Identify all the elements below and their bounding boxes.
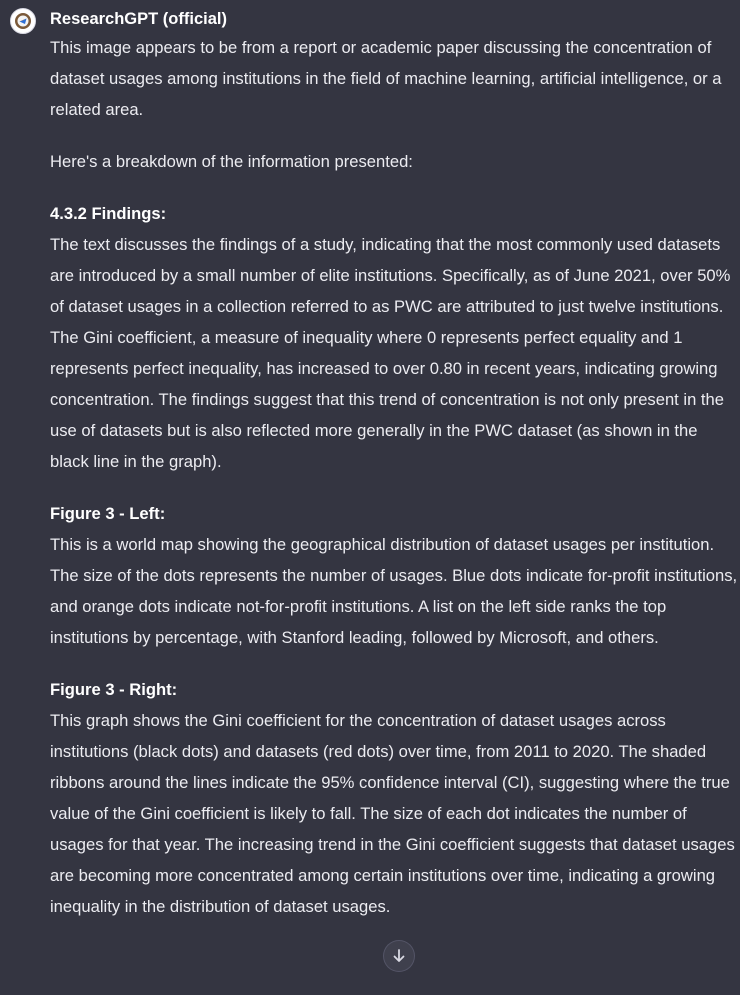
message-author: ResearchGPT (official) bbox=[50, 10, 227, 28]
section-heading-findings: 4.3.2 Findings: bbox=[50, 204, 167, 223]
section-heading-figure-right: Figure 3 - Right: bbox=[50, 680, 178, 699]
message-content bbox=[50, 32, 738, 943]
section-body-findings: The text discusses the findings of a study, indicating that the most commonly used datasets are introduced by a small number of elite institutions. Specifically, as of June 2021, over 50% of dataset usages in a collection referred to as PWC are attributed to just twelve institutions. The Gini coefficient, a measure of inequality where 0 represents perfect equality and 1 represents perfect inequality, has increased to over 0.80 in recent years, indicating growing concentration. The findings suggest that this trend of concentration is not only present in the use of datasets but is also reflected more generally in the PWC dataset (as shown in the black line in the graph). bbox=[50, 235, 731, 471]
arrow-down-icon bbox=[391, 948, 407, 964]
scroll-to-bottom-button[interactable] bbox=[383, 940, 415, 972]
section-heading-figure-left: Figure 3 - Left: bbox=[50, 504, 166, 523]
intro-paragraph: This image appears to be from a report or academic paper discussing the concentration of dataset usages among institutions in the field of machine learning, artificial intelligence, or a related area. bbox=[50, 38, 722, 119]
section-body-figure-left: This is a world map showing the geographical distribution of dataset usages per institution. The size of the dots represents the number of usages. Blue dots indicate for-profit institutions, and orange dots indicate not-for-profit institutions. A list on the left side ranks the top institutions by percentage, with Stanford leading, followed by Microsoft, and others. bbox=[50, 535, 738, 647]
section-body-figure-right: This graph shows the Gini coefficient for the concentration of dataset usages across institutions (black dots) and datasets (red dots) over time, from 2011 to 2020. The shaded ribbons around the lines indicate the 95% confidence interval (CI), suggesting where the true value of the Gini coefficient is likely to fall. The size of each dot indicates the number of usages for that year. The increasing trend in the Gini coefficient suggests that dataset usages are becoming more concentrated among certain institutions over time, indicating a growing inequality in the distribution of dataset usages. bbox=[50, 711, 735, 916]
breakdown-intro: Here's a breakdown of the information presented: bbox=[50, 152, 413, 171]
researchgpt-logo-icon bbox=[10, 8, 36, 34]
